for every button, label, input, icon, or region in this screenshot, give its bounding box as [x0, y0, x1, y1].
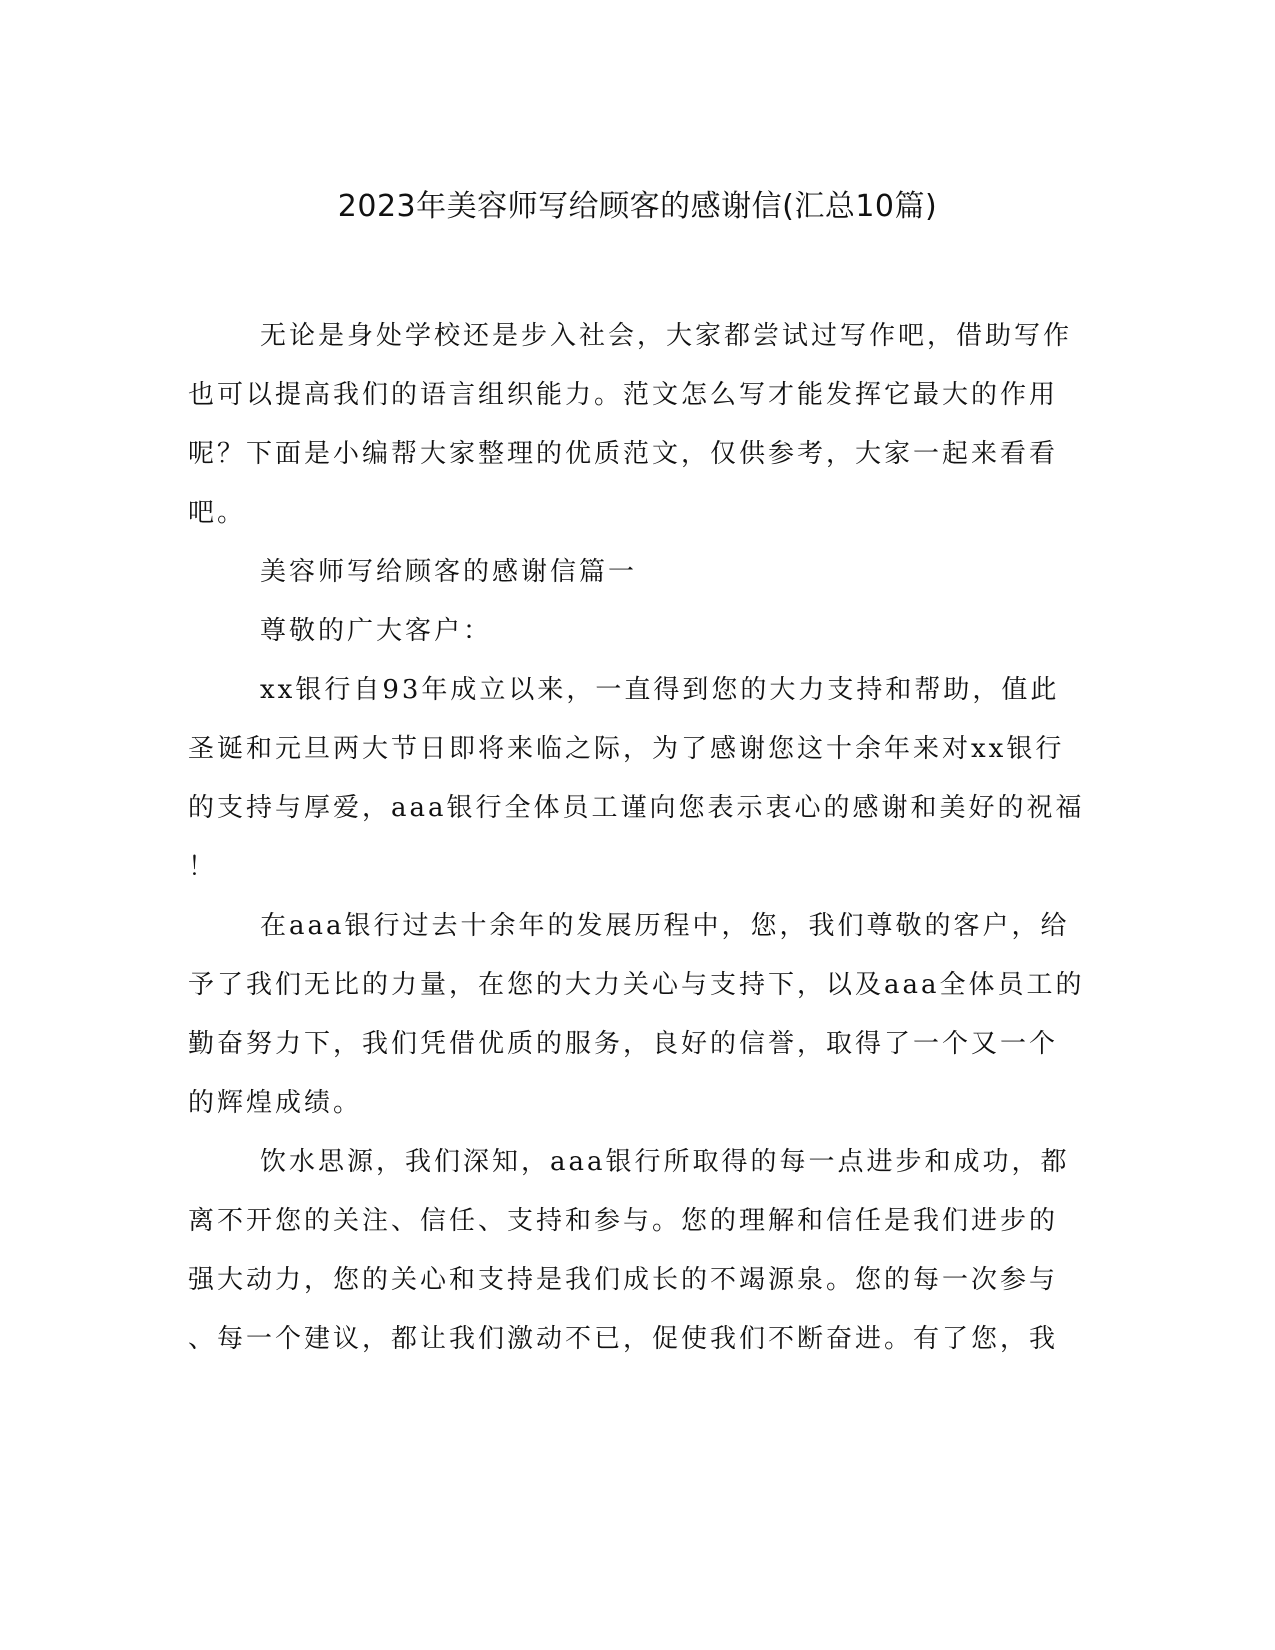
- paragraph-2-line-4: ！: [188, 852, 218, 882]
- paragraph-2-line-1: xx银行自93年成立以来，一直得到您的大力支持和帮助，值此: [260, 675, 1060, 705]
- paragraph-1-line-3: 呢？下面是小编帮大家整理的优质范文，仅供参考，大家一起来看看: [188, 439, 1059, 469]
- paragraph-4-line-4: 、每一个建议，都让我们激动不已，促使我们不断奋进。有了您，我: [188, 1324, 1059, 1354]
- paragraph-3-line-1: 在aaa银行过去十余年的发展历程中，您，我们尊敬的客户，给: [260, 911, 1070, 941]
- salutation: 尊敬的广大客户：: [260, 616, 493, 646]
- paragraph-4-line-2: 离不开您的关注、信任、支持和参与。您的理解和信任是我们进步的: [188, 1206, 1059, 1236]
- paragraph-3-line-2: 予了我们无比的力量，在您的大力关心与支持下，以及aaa全体员工的: [188, 970, 1085, 1000]
- paragraph-4-line-3: 强大动力，您的关心和支持是我们成长的不竭源泉。您的每一次参与: [188, 1265, 1059, 1295]
- paragraph-3-line-3: 勤奋努力下，我们凭借优质的服务，良好的信誉，取得了一个又一个: [188, 1029, 1059, 1059]
- paragraph-1-line-2: 也可以提高我们的语言组织能力。范文怎么写才能发挥它最大的作用: [188, 380, 1059, 410]
- paragraph-2-line-3: 的支持与厚爱，aaa银行全体员工谨向您表示衷心的感谢和美好的祝福: [188, 793, 1085, 823]
- section-heading: 美容师写给顾客的感谢信篇一: [260, 557, 638, 587]
- paragraph-1-line-1: 无论是身处学校还是步入社会，大家都尝试过写作吧，借助写作: [260, 321, 1073, 351]
- document-title: 2023年美容师写给顾客的感谢信(汇总10篇): [337, 189, 938, 224]
- paragraph-2-line-2: 圣诞和元旦两大节日即将来临之际，为了感谢您这十余年来对xx银行: [188, 734, 1065, 764]
- paragraph-1-line-4: 吧。: [188, 498, 247, 528]
- paragraph-3-line-4: 的辉煌成绩。: [188, 1088, 363, 1118]
- paragraph-4-line-1: 饮水思源，我们深知，aaa银行所取得的每一点进步和成功，都: [260, 1147, 1070, 1177]
